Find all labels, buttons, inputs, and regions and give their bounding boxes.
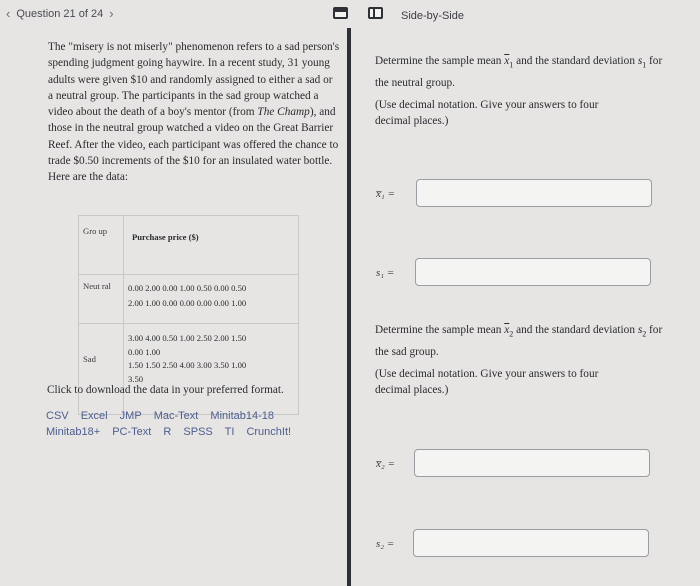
download-link-crunchit[interactable]: CrunchIt! [246, 426, 292, 438]
group-cell-sad: Sad [79, 324, 124, 415]
top-bar [0, 0, 700, 26]
s2-label: s₂ = [376, 538, 395, 550]
x1-label: x̅₁ = [376, 188, 395, 200]
previous-question-icon[interactable]: ‹ [6, 6, 11, 21]
group-cell-neutral: Neut ral [79, 275, 124, 324]
stem-text-part1: The "misery is not miserly" phenomenon refers to a sad person's spending judgment going haywire. In a recent study, 31 young adults were given $10 and randomly assigned to either a sad or a neutral group. The participants in the sad group watched a video about the death of a boy's mentor (from [48, 41, 340, 119]
download-link-mac-text[interactable]: Mac-Text [153, 410, 199, 422]
download-instructions: Click to download the data in your preferred format. [47, 384, 284, 396]
view-toggle [333, 7, 383, 19]
question-stem [48, 39, 340, 186]
question-label: Question 21 of 24 [16, 7, 104, 20]
value-line: 3.50 [128, 373, 144, 384]
prompt-text: for the neutral group. [375, 55, 663, 90]
sd-symbol: s [637, 55, 643, 67]
subscript: 1 [642, 60, 647, 70]
value-line: 3.00 4.00 0.50 1.00 2.50 2.00 1.50 [128, 333, 247, 343]
side-by-side-view-icon[interactable] [368, 7, 383, 19]
download-link-ti[interactable]: TI [224, 426, 235, 438]
download-link-minitab14-18[interactable]: Minitab14-18 [210, 410, 274, 422]
stem-text-part2: ), and those in the neutral group watched a video on the Great Barrier Reef. After the video, each participant was offered the chance to trade $0.50 increments of the $10 for an insulated water bottle. Here are the data: [48, 106, 339, 184]
question-stem-pane [0, 28, 347, 586]
subscript: 2 [642, 329, 647, 339]
download-link-spss[interactable]: SPSS [183, 426, 213, 438]
x2-answer-input[interactable] [414, 449, 650, 477]
subscript: 1 [509, 60, 514, 70]
s1-answer-input[interactable] [415, 258, 651, 286]
part1-note: (Use decimal notation. Give your answers to four decimal places.) [375, 99, 599, 127]
download-format-links [46, 408, 326, 440]
download-link-jmp[interactable]: JMP [119, 410, 142, 422]
download-link-pc-text[interactable]: PC-Text [112, 426, 152, 438]
question-navigator [6, 6, 114, 21]
prompt-text: and the standard deviation [513, 55, 638, 67]
download-link-excel[interactable]: Excel [80, 410, 108, 422]
s2-answer-input[interactable] [413, 529, 649, 557]
prompt-text: and the standard deviation [513, 324, 638, 336]
download-link-r[interactable]: R [163, 426, 172, 438]
x2-label: x̅₂ = [376, 458, 395, 470]
single-view-icon[interactable] [333, 7, 348, 19]
part1-prompt [375, 52, 675, 92]
prompt-text: Determine the sample mean [375, 55, 505, 67]
table-header-row [79, 216, 299, 275]
subscript: 2 [509, 329, 514, 339]
movie-title: The Champ [257, 106, 310, 119]
table-row [79, 275, 299, 324]
part2-prompt [375, 321, 675, 361]
download-link-minitab18[interactable]: Minitab18+ [46, 426, 101, 438]
mean-symbol: $\overline{x}$ [504, 55, 510, 67]
x1-answer-input[interactable] [416, 179, 652, 207]
prompt-text: for the sad group. [375, 324, 663, 359]
price-column-header: Purchase price ($) [124, 216, 299, 275]
download-link-csv[interactable]: CSV [46, 410, 69, 422]
view-mode-label: Side-by-Side [401, 10, 464, 22]
value-line: 1.50 1.50 2.50 4.00 3.00 3.50 1.00 [128, 360, 247, 370]
values-cell-sad [124, 324, 299, 415]
answer-pane [351, 28, 700, 586]
value-line: 0.00 2.00 0.00 1.00 0.50 0.00 0.50 [128, 283, 247, 293]
group-column-header: Gro up [79, 216, 124, 275]
sd-symbol: s [637, 324, 643, 336]
s1-label: s₁ = [376, 267, 395, 279]
part2-note: (Use decimal notation. Give your answers to four decimal places.) [375, 368, 599, 396]
mean-symbol: $\overline{x}$ [504, 324, 510, 336]
next-question-icon[interactable]: › [109, 6, 114, 21]
values-cell-neutral [124, 275, 299, 324]
prompt-text: Determine the sample mean [375, 324, 505, 336]
table-row [79, 324, 299, 415]
value-line: 2.00 1.00 0.00 0.00 0.00 0.00 1.00 [128, 298, 247, 308]
value-line: 0.00 1.00 [128, 346, 161, 357]
